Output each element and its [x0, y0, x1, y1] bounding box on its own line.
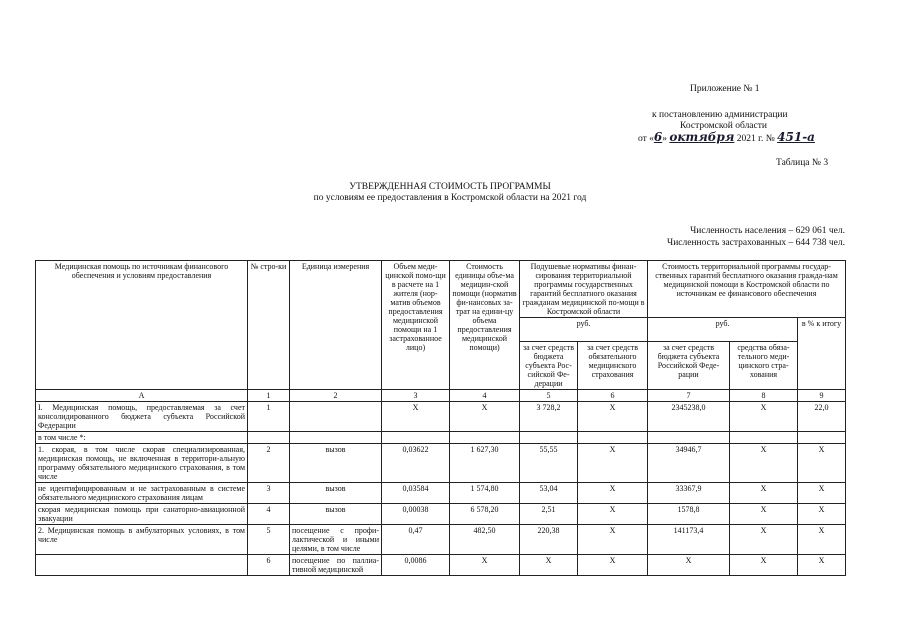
table-cell-v6: Х [578, 402, 648, 432]
table-cell-v5: 2,51 [520, 504, 578, 525]
table-cell-v3 [382, 432, 450, 444]
table-cell-v9: 22,0 [798, 402, 846, 432]
table-cell-v5: Х [520, 555, 578, 576]
table-cell-v4: Х [450, 555, 520, 576]
table-cell-v9: Х [798, 525, 846, 555]
table-cell-v7: 34946,7 [648, 444, 730, 483]
head-group-program-cost: Стоимость территориальной программы государ-ственных гарантий бесплатного оказания гражда-нам медицинской помощи в Костромской области по источникам ее финансового обеспечения [648, 261, 846, 318]
col-number: 2 [290, 390, 382, 402]
table-row [36, 504, 846, 525]
table-row [36, 444, 846, 483]
head-col-5: за счет средств бюджета субъекта Рос-сийской Фе-дерации [520, 342, 578, 390]
head-col-a: Медицинская помощь по источникам финансового обеспечения и условиям предоставления [36, 261, 248, 390]
table-row [36, 525, 846, 555]
table-cell-v4 [450, 432, 520, 444]
head-percent: в % к итогу [798, 318, 846, 390]
region-label: Костромской области [680, 121, 767, 131]
table-cell-unit: вызов [290, 483, 382, 504]
document-title: УТВЕРЖДЕННАЯ СТОИМОСТЬ ПРОГРАММЫ [349, 182, 551, 192]
table-cell-v7: 1578,8 [648, 504, 730, 525]
col-number: 1 [248, 390, 290, 402]
table-cell-v5: 3 728,2 [520, 402, 578, 432]
document-subtitle: по условиям ее предоставления в Костромской области на 2021 год [313, 193, 587, 203]
table-cell-v5: 220,38 [520, 525, 578, 555]
table-cell-v7 [648, 432, 730, 444]
table-row [36, 432, 846, 444]
population-total: Численность населения – 629 061 чел. [690, 226, 845, 236]
table-cell-v4: 482,50 [450, 525, 520, 555]
table-cell-v6: Х [578, 444, 648, 483]
table-cell-num: 1 [248, 402, 290, 432]
table-cell-v9 [798, 432, 846, 444]
table-cell-v8: Х [730, 504, 798, 525]
table-cell-v4: 1 574,80 [450, 483, 520, 504]
header-row-1 [36, 261, 846, 318]
table-cell-num: 5 [248, 525, 290, 555]
col-number: 9 [798, 390, 846, 402]
table-cell-unit: посещение по паллиа-тивной медицинской [290, 555, 382, 576]
table-cell-num: 6 [248, 555, 290, 576]
head-col-3: Объем меди-цинской помо-щи в расчете на 1 жителя (нор-матив объемов предоставления медицинской помощи на 1 застрахованное лицо) [382, 261, 450, 390]
decree-number-handwritten: 451-а [777, 130, 815, 144]
table-cell-v8: Х [730, 555, 798, 576]
date-prefix: от « [638, 134, 654, 144]
table-cell-name: 2. Медицинская помощь в амбулаторных условиях, в том числе [36, 525, 248, 555]
table-cell-v5: 55,55 [520, 444, 578, 483]
table-cell-v8: Х [730, 444, 798, 483]
table-cell-name [36, 555, 248, 576]
table-cell-num: 3 [248, 483, 290, 504]
head-group-per-capita: Подушевые нормативы финан-сирования территориальной программы государственных гарантий бесплатного оказания гражданам медицинской по-мощи в Костромской области [520, 261, 648, 318]
table-cell-v9: Х [798, 444, 846, 483]
table-cell-v6 [578, 432, 648, 444]
table-cell-v5 [520, 432, 578, 444]
table-cell-v6: Х [578, 525, 648, 555]
date-day-handwritten: 6 [653, 130, 663, 144]
table-cell-v3: 0,03622 [382, 444, 450, 483]
table-cell-v4: 1 627,30 [450, 444, 520, 483]
table-cell-unit: посещение с профи-лактической и иными целями, в том числе [290, 525, 382, 555]
table-cell-name: I. Медицинская помощь, предоставляемая за счет консолидированного бюджета субъекта Российской Федерации [36, 402, 248, 432]
head-col-2: Единица измерения [290, 261, 382, 390]
table-cell-v3: 0,00038 [382, 504, 450, 525]
table-cell-v7: 2345238,0 [648, 402, 730, 432]
table-cell-v7: 33367,9 [648, 483, 730, 504]
table-body [36, 402, 846, 576]
table-cell-v5: 53,04 [520, 483, 578, 504]
date-month-handwritten: октября [669, 130, 735, 144]
col-number: 6 [578, 390, 648, 402]
table-cell-v7: Х [648, 555, 730, 576]
table-row [36, 402, 846, 432]
table-cell-v9: Х [798, 555, 846, 576]
table-row [36, 483, 846, 504]
head-col-1: № стро-ки [248, 261, 290, 390]
head-rub-2: руб. [648, 318, 798, 342]
table-cell-v9: Х [798, 504, 846, 525]
table-number: Таблица № 3 [776, 158, 829, 168]
head-col-7: за счет средств бюджета субъекта Российской Феде-рации [648, 342, 730, 390]
table-cell-unit: вызов [290, 504, 382, 525]
col-number: А [36, 390, 248, 402]
table-cell-name: в том числе *: [36, 432, 248, 444]
table-cell-name: не идентифицированным и не застрахованным в системе обязательного медицинского страхования лицам [36, 483, 248, 504]
table-cell-v8: Х [730, 402, 798, 432]
head-col-6: за счет средств обязательного медицинского страхования [578, 342, 648, 390]
head-rub-1: руб. [520, 318, 648, 342]
table-cell-unit [290, 432, 382, 444]
table-cell-v6: Х [578, 504, 648, 525]
date-mid: » [662, 134, 668, 144]
table-cell-v8: Х [730, 525, 798, 555]
table-row [36, 555, 846, 576]
table-cell-v9: Х [798, 483, 846, 504]
table-cell-unit [290, 402, 382, 432]
table-cell-v8 [730, 432, 798, 444]
table-cell-num [248, 432, 290, 444]
table-cell-unit: вызов [290, 444, 382, 483]
population-insured: Численность застрахованных – 644 738 чел. [667, 238, 845, 248]
head-col-4: Стоимость единицы объе-ма медицин-ской помощи (норматив фи-нансовых за-трат на едини-цу объема предоставления медицинской помощи) [450, 261, 520, 390]
col-number: 8 [730, 390, 798, 402]
table-cell-v3: 0,0086 [382, 555, 450, 576]
head-col-8: средства обяза-тельного меди-цинского стра-хования [730, 342, 798, 390]
table-cell-name: 1. скорая, в том числе скорая специализированная, медицинская помощь, не включенная в территори-альную программу обязательного медицинского страхования, в том числе [36, 444, 248, 483]
table-cell-v8: Х [730, 483, 798, 504]
table-cell-v3: 0,03584 [382, 483, 450, 504]
col-number: 7 [648, 390, 730, 402]
table-cell-name: скорая медицинская помощь при санаторно-авиационной эвакуации [36, 504, 248, 525]
table-cell-v7: 141173,4 [648, 525, 730, 555]
table-cell-num: 2 [248, 444, 290, 483]
decree-date-line [638, 132, 815, 145]
table-cell-v3: 0,47 [382, 525, 450, 555]
program-cost-table [35, 260, 846, 576]
appendix-label: Приложение № 1 [690, 84, 760, 94]
table-cell-v6: Х [578, 555, 648, 576]
table-cell-v4: 6 578,20 [450, 504, 520, 525]
table-cell-v3: Х [382, 402, 450, 432]
col-number: 3 [382, 390, 450, 402]
table-cell-num: 4 [248, 504, 290, 525]
date-year: 2021 г. № [736, 134, 775, 144]
table-cell-v4: Х [450, 402, 520, 432]
column-number-row [36, 390, 846, 402]
col-number: 4 [450, 390, 520, 402]
col-number: 5 [520, 390, 578, 402]
table-cell-v6: Х [578, 483, 648, 504]
decree-label: к постановлению администрации [652, 110, 788, 120]
